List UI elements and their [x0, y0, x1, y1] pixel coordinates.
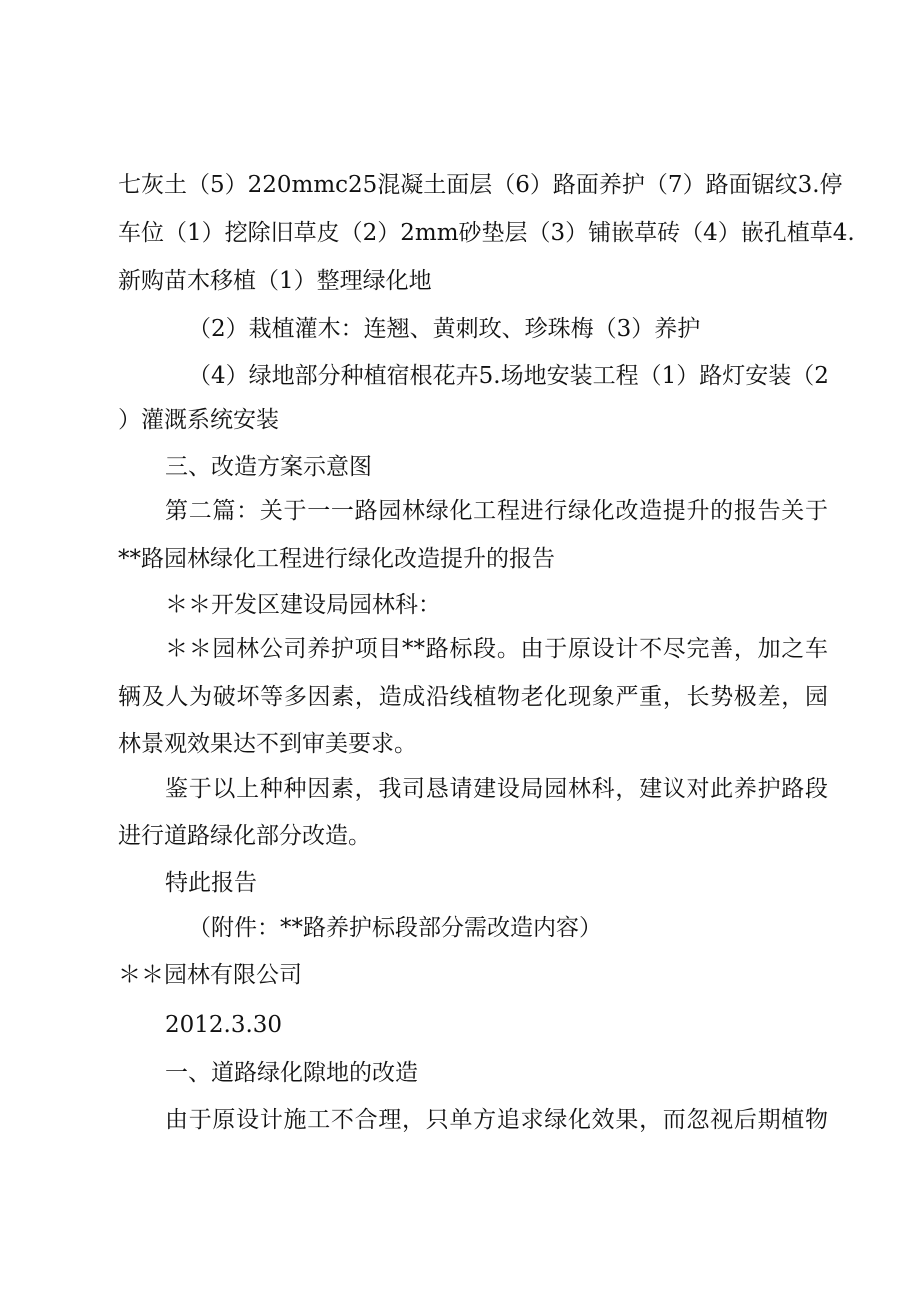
text-line: 辆及人为破坏等多因素，造成沿线植物老化现象严重，长势极差，园 — [118, 684, 828, 710]
section-heading: 一、道路绿化隙地的改造 — [165, 1060, 418, 1086]
text-line: ）灌溉系统安装 — [118, 407, 279, 433]
text-line: ＊＊园林公司养护项目**路标段。由于原设计不尽完善，加之车 — [165, 636, 828, 662]
text-line: **路园林绿化工程进行绿化改造提升的报告 — [118, 546, 555, 572]
text-line: 新购苗木移植（1）整理绿化地 — [118, 268, 432, 294]
addressee: ＊＊开发区建设局园林科： — [165, 592, 441, 618]
text-line: 林景观效果达不到审美要求。 — [118, 731, 417, 757]
text-line: 七灰土（5）220mmc25混凝土面层（6）路面养护（7）路面锯纹3.停 — [118, 172, 843, 198]
text-line: （4）绿地部分种植宿根花卉5.场地安装工程（1）路灯安装（2 — [188, 363, 829, 389]
text-line: 由于原设计施工不合理，只单方追求绿化效果，而忽视后期植物 — [165, 1107, 828, 1133]
text-line: 进行道路绿化部分改造。 — [118, 823, 371, 849]
signature-company: ＊＊园林有限公司 — [118, 962, 302, 988]
text-line: （2）栽植灌木：连翘、黄刺玫、珍珠梅（3）养护 — [188, 316, 701, 342]
text-line: 鉴于以上种种因素，我司恳请建设局园林科，建议对此养护路段 — [165, 776, 828, 802]
report-date: 2012.3.30 — [165, 1012, 283, 1038]
closing-line: 特此报告 — [165, 870, 257, 896]
section-heading: 三、改造方案示意图 — [165, 454, 372, 480]
text-line: 第二篇：关于一一路园林绿化工程进行绿化改造提升的报告关于 — [165, 498, 828, 524]
text-line: 车位（1）挖除旧草皮（2）2mm砂垫层（3）铺嵌草砖（4）嵌孔植草4. — [118, 220, 855, 246]
attachment-note: （附件：**路养护标段部分需改造内容） — [188, 915, 602, 941]
